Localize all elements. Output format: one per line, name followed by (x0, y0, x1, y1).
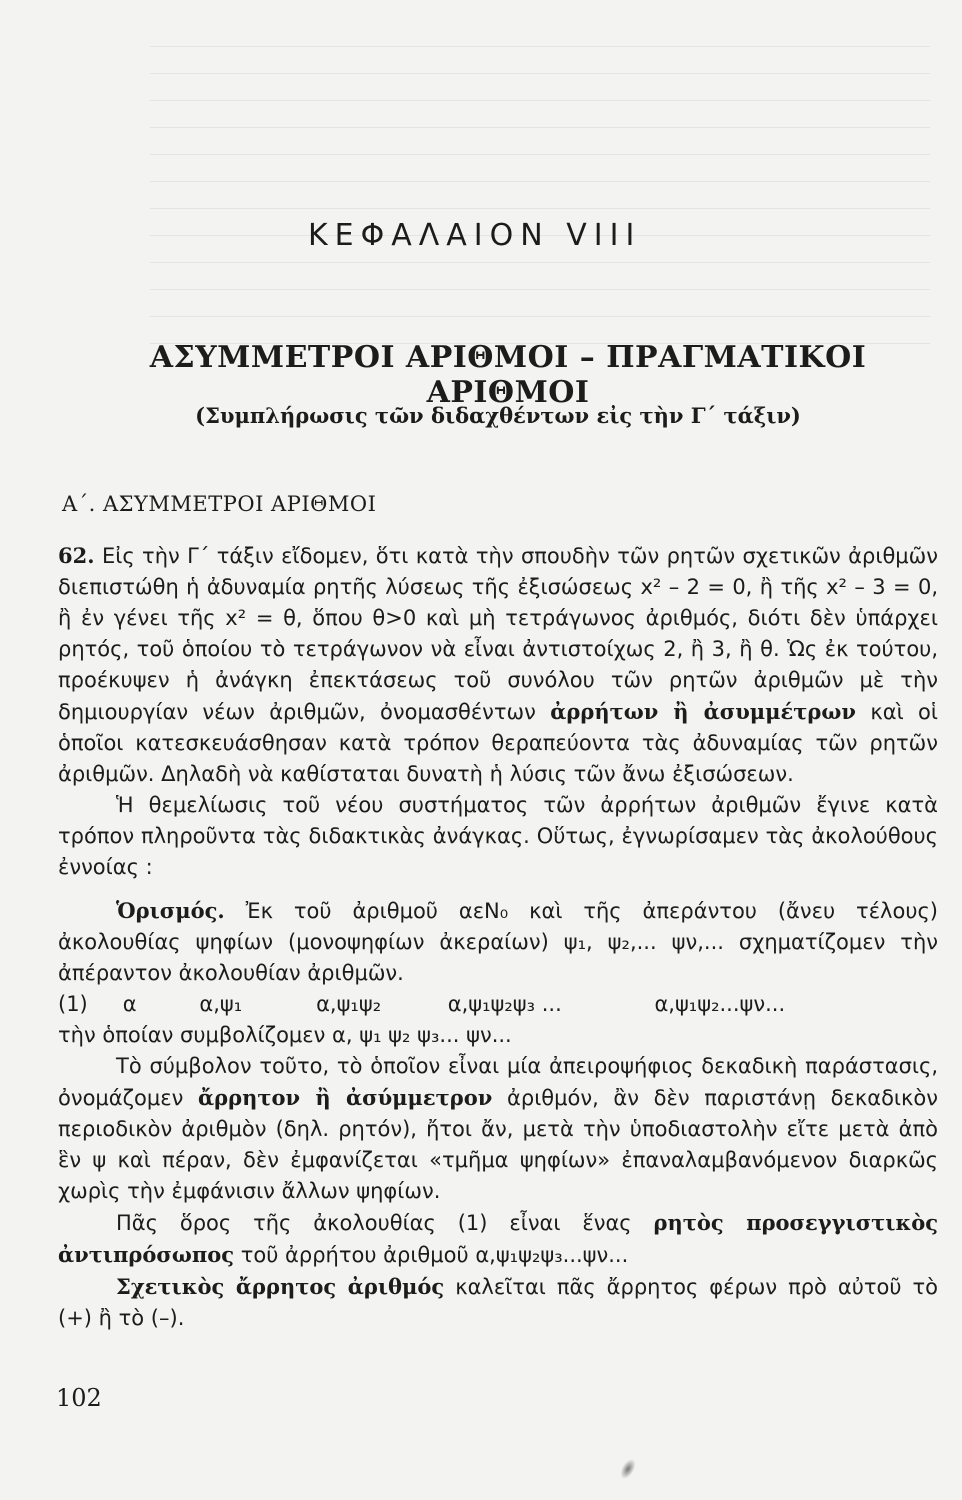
ink-smudge (617, 1456, 638, 1481)
body-text (58, 540, 938, 1334)
sequence-item: α (122, 992, 137, 1016)
sequence-item: α,ψ₁ψ₂...ψν... (654, 992, 786, 1016)
bold-term: ἀρρήτων ἢ ἀσυμμέτρων (550, 699, 856, 724)
paragraph-approximation (58, 1207, 938, 1271)
show-through-text (150, 40, 930, 370)
paragraph-text: καὶ οἱ ὁποῖοι κατεσκευάσθησαν κατὰ τρόπον θεραπεύοντα τὰς ἀδυναμίας τῶν ρητῶν ἀριθμῶν. Δηλαδὴ νὰ καθίσταται δυνατὴ ἡ λύσις τῶν ἄνω ἐξισώσεων. (58, 700, 938, 786)
paragraph-foundation: Ἡ θεμελίωσις τοῦ νέου συστήματος τῶν ἀρρήτων ἀριθμῶν ἔγινε κατὰ τρόπον πληροῦντα τὰς διδακτικὰς ἀνάγκας. Οὕτως, ἐγνωρίσαμεν τὰς ἀκολούθους ἐννοίας : (58, 793, 938, 879)
paragraph-number: 62. (58, 543, 95, 568)
paragraph-text: τοῦ ἀρρήτου ἀριθμοῦ α,ψ₁ψ₂ψ₃...ψν... (240, 1243, 629, 1267)
paragraph-definition (58, 895, 938, 989)
sequence-note: τὴν ὁποίαν συμβολίζομεν α, ψ₁ ψ₂ ψ₃... ψν... (58, 1023, 512, 1047)
sequence-item: α,ψ₁ψ₂ (316, 992, 382, 1016)
page-title: ΑΣΥΜΜΕΤΡΟΙ ΑΡΙΘΜΟΙ – ΠΡΑΓΜΑΤΙΚΟΙ ΑΡΙΘΜΟΙ (149, 340, 867, 410)
paragraph-62 (58, 540, 938, 790)
bold-term: ἄρρητον ἢ ἀσύμμετρον (198, 1085, 493, 1110)
paragraph-text: Τὸ σύμβολον τοῦτο, τὸ ὁποῖον εἶναι μία ἀπειροψήφιος δεκαδικὴ παράστασις, ὀνομάζομεν (58, 1054, 938, 1110)
paragraph-text: καλεῖται πᾶς ἄρρητος φέρων πρὸ αὐτοῦ τὸ (+) ἢ τὸ (–). (58, 1275, 938, 1330)
definition-text: Ἐκ τοῦ ἀριθμοῦ αεN₀ καὶ τῆς ἀπεράντου (ἄνευ τέλους) ἀκολουθίας ψηφίων (μονοψηφίων ἀκεραίων) ψ₁, ψ₂,... ψν,... σχηματίζομεν τὴν ἀπέραντον ἀκολουθίαν ἀριθμῶν. (58, 899, 938, 985)
paragraph-text: Εἰς τὴν Γ΄ τάξιν εἴδομεν, ὅτι κατὰ τὴν σπουδὴν τῶν ρητῶν σχετικῶν ἀριθμῶν διεπιστώθη ἡ ἀδυναμία ρητῆς λύσεως τῆς ἐξισώσεως x² – 2 = 0, ἢ τῆς x² – 3 = 0, ἢ ἐν γένει τῆς x² = θ, ὅπου θ>0 καὶ μὴ τετράγωνος ἀριθμός, διότι δὲν ὑπάρχει ρητός, τοῦ ὁποίου τὸ τετράγωνον νὰ εἶναι ἀντιστοίχως 2, ἢ 3, ἢ θ. Ὡς ἐκ τούτου, προέκυψεν ἡ ἀνάγκη ἐπεκτάσεως τοῦ συνόλου τῶν ρητῶν ἀριθμῶν μὲ τὴν δημιουργίαν νέων ἀριθμῶν, ὀνομασθέντων (58, 544, 938, 724)
subtitle: (Συμπλήρωσις τῶν διδαχθέντων εἰς τὴν Γ΄ τάξιν) (195, 403, 801, 428)
chapter-heading: ΚΕΦΑΛΑΙΟΝ VIII (308, 218, 642, 253)
paragraph-text: Πᾶς ὅρος τῆς ἀκολουθίας (1) εἶναι ἕνας (116, 1211, 632, 1235)
paragraph-text: ἀριθμόν, ἂν δὲν παριστάνῃ δεκαδικὸν περιοδικὸν ἀριθμὸν (δηλ. ρητόν), ἤτοι ἄν, μετὰ τὴν ὑποδιαστολὴν εἴτε μετὰ ἀπὸ ἓν ψ καὶ πέραν, δὲν ἐμφανίζεται «τμῆμα ψηφίων» ἐπαναλαμβανόμενον διαρκῶς χωρὶς τὴν ἐμφάνισιν ἄλλων ψηφίων. (58, 1086, 938, 1203)
sequence-line (58, 989, 938, 1020)
sequence-label: (1) (58, 992, 88, 1016)
sequence-item: α,ψ₁ (199, 992, 243, 1016)
paragraph-symbol (58, 1051, 938, 1207)
paragraph-relative (58, 1271, 938, 1334)
bold-term: ρητὸς προσεγγιστικὸς ἀντιπρόσωπος (58, 1210, 938, 1267)
definition-label: Ὁρισμός. (116, 898, 225, 923)
section-heading: Α΄. ΑΣΥΜΜΕΤΡΟΙ ΑΡΙΘΜΟΙ (62, 492, 377, 516)
page-number: 102 (56, 1384, 102, 1412)
sequence-item: α,ψ₁ψ₂ψ₃ ... (447, 992, 562, 1016)
bold-term: Σχετικὸς ἄρρητος ἀριθμός (116, 1274, 445, 1299)
